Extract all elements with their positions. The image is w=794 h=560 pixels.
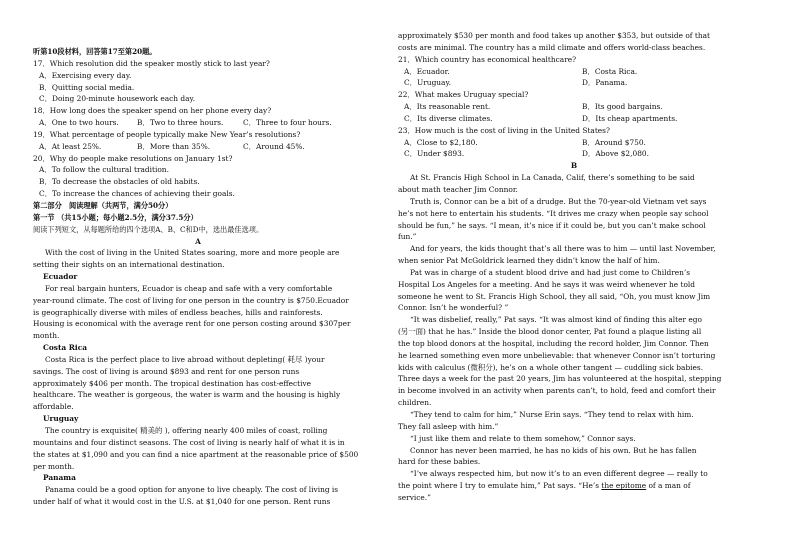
- intro-line: With the cost of living in the United States soaring, more and more people are: [45, 248, 340, 258]
- panama-heading: Panama: [43, 473, 76, 483]
- uruguay-line: The country is exquisite( 精美的 ), offering nearly 400 miles of coast, rolling: [45, 426, 328, 435]
- q19-option-b: B．More than 35%.: [137, 141, 211, 151]
- q17-option-a: A．Exercising every day.: [39, 70, 132, 80]
- right-column: [398, 30, 750, 504]
- ecuador-line: Housing is economical with the average rent for one person costing around $307per: [33, 319, 351, 329]
- underlined-phrase: the epitome: [601, 481, 647, 491]
- q23-options-row1: [398, 137, 750, 149]
- passage-b-line: Pat was in charge of a student blood drive and had just come to Children’s: [410, 267, 691, 277]
- passage-b-line: Connor has never been married, he has no kids of his own. But he has fallen: [410, 445, 697, 455]
- q21-option-d: D．Panama.: [582, 78, 628, 88]
- q18-option-c: C．Three to four hours.: [243, 118, 332, 128]
- q21-options-row1: [398, 66, 750, 78]
- costa-rica-line: healthcare. The weather is gorgeous, the water is warm and the housing is highly: [33, 390, 341, 400]
- passage-b-line: “They tend to calm for him,” Nurse Erin says. “They tend to relax with him.: [410, 410, 694, 419]
- q22-options-row1: [398, 101, 750, 113]
- passage-b-line: “I’ve always respected him, but now it’s to an even different degree — really to: [410, 469, 708, 479]
- q22-option-a: A．Its reasonable rent.: [404, 102, 491, 112]
- ecuador-heading: Ecuador: [43, 272, 78, 282]
- costa-rica-line: approximately $406 per month. The tropical destination has cost-effective: [33, 378, 312, 388]
- passage-b-line: Three days a week for the past 20 years, Jim has volunteered at the hospital, stepping: [398, 374, 722, 384]
- question-22: 22．What makes Uruguay special?: [398, 90, 529, 100]
- q19-option-a: A．At least 25%.: [39, 141, 102, 151]
- q21-option-a: A．Ecuador.: [404, 66, 450, 76]
- q18-options: [33, 117, 363, 129]
- passage-b-line: in become involved in an activity when parents can’t, to hold, feed and comfort their: [398, 386, 716, 396]
- question-17: 17．Which resolution did the speaker mostly stick to last year?: [33, 58, 270, 68]
- passage-b-line: the top blood donors at the hospital, including the record holder, Jim Connor. Then: [398, 338, 709, 348]
- question-18: 18．How long does the speaker spend on her phone every day?: [33, 106, 272, 116]
- ecuador-line: year-round climate. The cost of living for one person in the country is $750.Ecuador: [33, 295, 349, 305]
- passage-a-label: A: [195, 236, 201, 246]
- q23-options-row2: [398, 148, 750, 160]
- q18-option-a: A．One to two hours.: [39, 118, 119, 128]
- panama-cont-line: approximately $530 per month and food takes up another $353, but outside of that: [398, 31, 710, 40]
- q23-option-b: B．Around $750.: [582, 137, 646, 147]
- left-column: [33, 46, 363, 508]
- passage-b-line: about math teacher Jim Connor.: [398, 184, 518, 194]
- q21-option-b: B．Costa Rica.: [582, 66, 638, 76]
- passage-b-line: They fall asleep with him.”: [398, 421, 499, 431]
- costa-rica-heading: Costa Rica: [43, 343, 87, 353]
- costa-rica-line: affordable.: [33, 402, 74, 412]
- q20-option-c: C．To increase the chances of achieving their goals.: [39, 189, 235, 199]
- q20-option-b: B．To decrease the obstacles of old habits.: [39, 177, 200, 187]
- passage-b-line: kids with calculus (微积分), he’s on a whole other tangent — cuddling sick babies.: [398, 362, 704, 372]
- passage-b-line: children.: [398, 398, 432, 408]
- part-2-header: 第二部分 阅读理解（共两节，满分50分）: [33, 200, 173, 210]
- panama-cont-line: costs are minimal. The country has a mild climate and offers world-class beaches.: [398, 42, 706, 52]
- passage-b-line: Truth is, Connor can be a bit of a drudge. But the 70-year-old Vietnam vet says: [410, 196, 707, 206]
- question-21: 21．Which country has economical healthcare?: [398, 54, 577, 64]
- passage-b-line: And for years, the kids thought that’s all there was to him — until last November,: [410, 244, 716, 254]
- passage-b-line-epitome: [398, 480, 750, 492]
- passage-b-line: At St. Francis High School in La Canada, Calif, there’s something to be said: [410, 173, 695, 183]
- q19-options: [33, 141, 363, 153]
- panama-line: under half of what it would cost in the U.S. at $1,040 for one person. Rent runs: [33, 497, 331, 507]
- passage-b-line: “I just like them and relate to them somehow,” Connor says.: [410, 433, 636, 443]
- ecuador-line: is geographically diverse with miles of endless beaches, hills and rainforests.: [33, 307, 323, 317]
- q19-option-c: C．Around 45%.: [243, 141, 305, 151]
- epitome-suffix: of a man of: [646, 481, 691, 491]
- intro-line: setting their sights on an international destination.: [33, 260, 225, 270]
- q23-option-a: A．Close to $2,180.: [404, 137, 478, 147]
- passage-b-label: B: [570, 161, 578, 171]
- question-19: 19．What percentage of people typically make New Year’s resolutions?: [33, 129, 301, 139]
- passage-b-line: he’s not here to entertain his students. “It drives me crazy when people say school: [398, 208, 709, 218]
- passage-b-line: hard for these babies.: [398, 457, 481, 467]
- q22-option-c: C．Its diverse climates.: [404, 113, 493, 123]
- passage-b-line: fun.”: [398, 232, 417, 242]
- q23-option-d: D．Above $2,080.: [582, 149, 649, 159]
- q23-option-c: C．Under $893.: [404, 149, 465, 159]
- section-1-header: 第一节 （共15小题；每小题2.5分，满分37.5分）: [33, 212, 198, 222]
- q18-option-b: B．Two to three hours.: [137, 118, 224, 128]
- q17-option-c: C．Doing 20-minute housework each day.: [39, 94, 196, 104]
- uruguay-line: mountains and four distinct seasons. The cost of living is nearly half of what it is in: [33, 437, 345, 447]
- reading-instruction: 阅读下列短文，从每题所给的四个选项A、B、C和D中，选出最佳选项。: [33, 224, 264, 234]
- question-23: 23．How much is the cost of living in the United States?: [398, 125, 610, 135]
- epitome-prefix: the point where I try to emulate him,” Pat says. “He’s: [398, 481, 602, 491]
- q22-option-b: B．Its good bargains.: [582, 102, 663, 112]
- passage-b-line: “It was disbelief, really,” Pat says. “It was almost kind of finding this alter ego: [410, 315, 702, 325]
- q20-option-a: A．To follow the cultural tradition.: [39, 165, 169, 175]
- q21-option-c: C．Uruguay.: [404, 78, 452, 88]
- q22-option-d: D．Its cheap apartments.: [582, 113, 678, 123]
- ecuador-line: For real bargain hunters, Ecuador is cheap and safe with a very comfortable: [45, 283, 333, 293]
- q21-options-row2: [398, 77, 750, 89]
- passage-b-line: (另一面) that he has.” Inside the blood donor center, Pat found a plaque listing all: [398, 327, 702, 337]
- uruguay-line: the states at $1,090 and you can find a nice apartment at the reasonable price of $500: [33, 449, 359, 459]
- question-20: 20．Why do people make resolutions on January 1st?: [33, 153, 233, 163]
- passage-b-line: Hospital Los Angeles for a meeting. And he says it was weird whenever he told: [398, 279, 695, 289]
- costa-rica-line: Costa Rica is the perfect place to live abroad without depleting( 耗尽 )your: [45, 354, 325, 364]
- listening-header: 听第10段材料，回答第17至第20题。: [33, 47, 157, 56]
- passage-b-line: Connor. Isn’t he wonderful? ”: [398, 303, 509, 313]
- passage-b-line: when senior Pat McGoldrick learned they didn’t know the half of him.: [398, 256, 660, 266]
- uruguay-line: per month.: [33, 461, 75, 471]
- passage-b-line: he learned something even more unbelievable: that whenever Connor isn’t torturing: [398, 350, 716, 360]
- panama-line: Panama could be a good option for anyone to live cheaply. The cost of living is: [45, 485, 339, 495]
- passage-b-line: someone he went to St. Francis High School, they all said, “Oh, you must know Jim: [398, 291, 711, 301]
- passage-b-line: service.”: [398, 492, 431, 502]
- q17-option-b: B．Quitting social media.: [39, 82, 135, 92]
- q22-options-row2: [398, 113, 750, 125]
- costa-rica-line: savings. The cost of living is around $893 and rent for one person runs: [33, 366, 300, 376]
- uruguay-heading: Uruguay: [43, 414, 79, 424]
- ecuador-line: month.: [33, 331, 60, 341]
- passage-b-line: should be fun,” he says. “I mean, it’s nice if it could be, but you can’t make school: [398, 220, 706, 230]
